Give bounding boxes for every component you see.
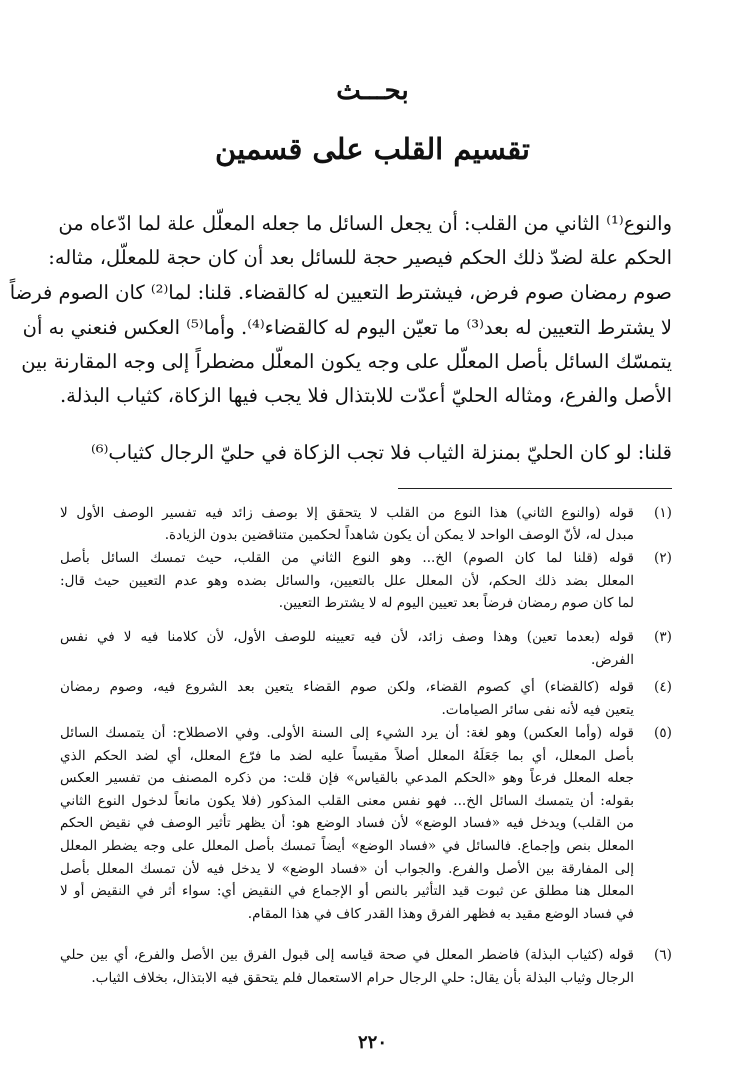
footnote-line: المعلل هنا مطلق عن ثبوت قيد التأثير بالنص أو الإجماع في النقيض أي: سواء أثر في النقيض أو لا xyxy=(60,883,634,900)
footnote-number: (٢) xyxy=(654,550,672,566)
text-line: صوم رمضان صوم فرض، فيشترط التعيين له كالقضاء. قلنا: لما⁽²⁾ كان الصوم فرضاً xyxy=(9,281,672,304)
footnote-separator xyxy=(398,488,672,489)
page-number: ٢٢٠ xyxy=(357,1032,387,1053)
footnote-line: في فساد الوضع مقيد به فظهر الفرق وهذا القدر كاف في هذا المقام. xyxy=(247,905,634,922)
footnote-number: (١) xyxy=(654,505,672,521)
text-line: الحكم علة لضدّ ذلك الحكم فيصير حجة للسائل بعد أن كان حجة للمعلّل، مثاله: xyxy=(48,246,672,269)
footnote xyxy=(60,944,680,990)
footnote xyxy=(60,676,680,722)
footnote-line: مبدل له، لأنّ الوصف الواحد لا يمكن أن يكون شاهداً لحكمين متناقضين بدون الزيادة. xyxy=(164,527,634,543)
footnote-line: الفرض. xyxy=(590,651,634,668)
footnote-number: (٤) xyxy=(654,679,672,695)
text-line: لا يشترط التعيين له بعد⁽³⁾ ما تعيّن اليوم له كالقضاء⁽⁴⁾. وأما⁽⁵⁾ العكس فنعني به أن xyxy=(22,316,672,339)
section-subtitle: تقسيم القلب على قسمين xyxy=(215,132,530,166)
footnote-number: (٣) xyxy=(654,629,672,645)
footnote-line: المعلل بنص وإجماع. فالسائل في «فساد الوضع» أيضاً تمسك بأصل المعلل على وجه يضطر المعلل xyxy=(60,838,634,854)
footnote-line: قوله (كثياب البذلة) فاضطر المعلل في صحة قياسه إلى قبول الفرق بين الأصل والفرع، أي بين حلي xyxy=(60,947,634,963)
footnote xyxy=(60,722,680,927)
footnote-line: المعلل بضد ذلك الحكم، لأن المعلل علل بالتعيين، والسائل بضده وهو عدم التعيين حيث قال: xyxy=(60,572,634,589)
footnote-line: بقوله: أن يتمسك السائل الخ... فهو نفس معنى القلب المذكور (فلا يكون مانعاً لدخول النوع الثاني xyxy=(60,792,634,809)
text-line: الأصل والفرع، ومثاله الحليّ أعدّت للابتذال فلا يجب فيها الزكاة، كثياب البذلة. xyxy=(59,384,672,407)
footnote-line: الرجال وثياب البذلة بأن يقال: حلي الرجال حرام الاستعمال فلم يتحقق فيه الابتذال، بخلاف الثياب. xyxy=(91,969,634,986)
text-line: والنوع⁽¹⁾ الثاني من القلب: أن يجعل السائل ما جعله المعلّل علة لما ادّعاه من xyxy=(58,212,672,235)
footnote-number: (٦) xyxy=(654,947,672,963)
footnote-line: قوله (كالقضاء) أي كصوم القضاء، ولكن صوم القضاء يتعين بعد الشروع فيه، وصوم رمضان xyxy=(60,679,634,695)
footnote-number: (٥) xyxy=(654,725,672,741)
footnote-line: جعله المعلل فرعاً وهو «الحكم المدعي بالقياس» فإن قلت: من ذكره المصنف من تفسير العكس xyxy=(60,770,634,787)
footnote-line: من القلب) ويدخل فيه «فساد الوضع» لأن فساد الوضع هو: أن يظهر تأثير الوصف في نقيض الحكم xyxy=(60,815,634,832)
footnote xyxy=(60,502,680,548)
section-heading: بحـــث xyxy=(336,76,409,106)
footnote-line: قوله (والنوع الثاني) هذا النوع من القلب لا يتحقق إلا بوصف زائد فيه تفسير الوصف الأول لا xyxy=(60,505,634,521)
footnote xyxy=(60,547,680,615)
footnote-line: يتعين فيه لأنه نفى سائر الصيامات. xyxy=(441,701,634,718)
footnote-line: قوله (وأما العكس) وهو لغة: أن يرد الشيء إلى السنة الأولى. وفي الاصطلاح: أن يتمسك السائل xyxy=(60,725,634,741)
footnote-line: إلى المفارقة بين الأصل والفرع. والجواب أن «فساد الوضع» لا يدخل فيه لأن تمسك المعلل بأصل xyxy=(60,860,634,877)
footnote-line: قوله (بعدما تعين) وهذا وصف زائد، لأن فيه تعيينه للوصف الأول، لأن كلامنا فيه لا في نفس xyxy=(60,629,634,645)
footnote-line: بأصل المعلل، أي بما جَعَلَهُ المعلل أصلاً مقيساً عليه لضد ما فرّع المعلل، أي لضد الحكم الذي xyxy=(60,747,634,764)
footnote xyxy=(60,626,680,672)
footnote-line: قوله (قلنا لما كان الصوم) الخ... وهو النوع الثاني من القلب، حيث تمسك السائل بأصل xyxy=(60,550,634,566)
footnote-line: لما كان صوم رمضان فرضاً بعد تعيين اليوم له لا يشترط التعيين. xyxy=(278,595,634,612)
text-line: يتمسّك السائل بأصل المعلّل على وجه يكون المعلّل مضطراً إلى وجه المقارنة بين xyxy=(21,350,672,373)
text-line: قلنا: لو كان الحليّ بمنزلة الثياب فلا تجب الزكاة في حليّ الرجال كثياب⁽⁶⁾ xyxy=(90,441,672,464)
